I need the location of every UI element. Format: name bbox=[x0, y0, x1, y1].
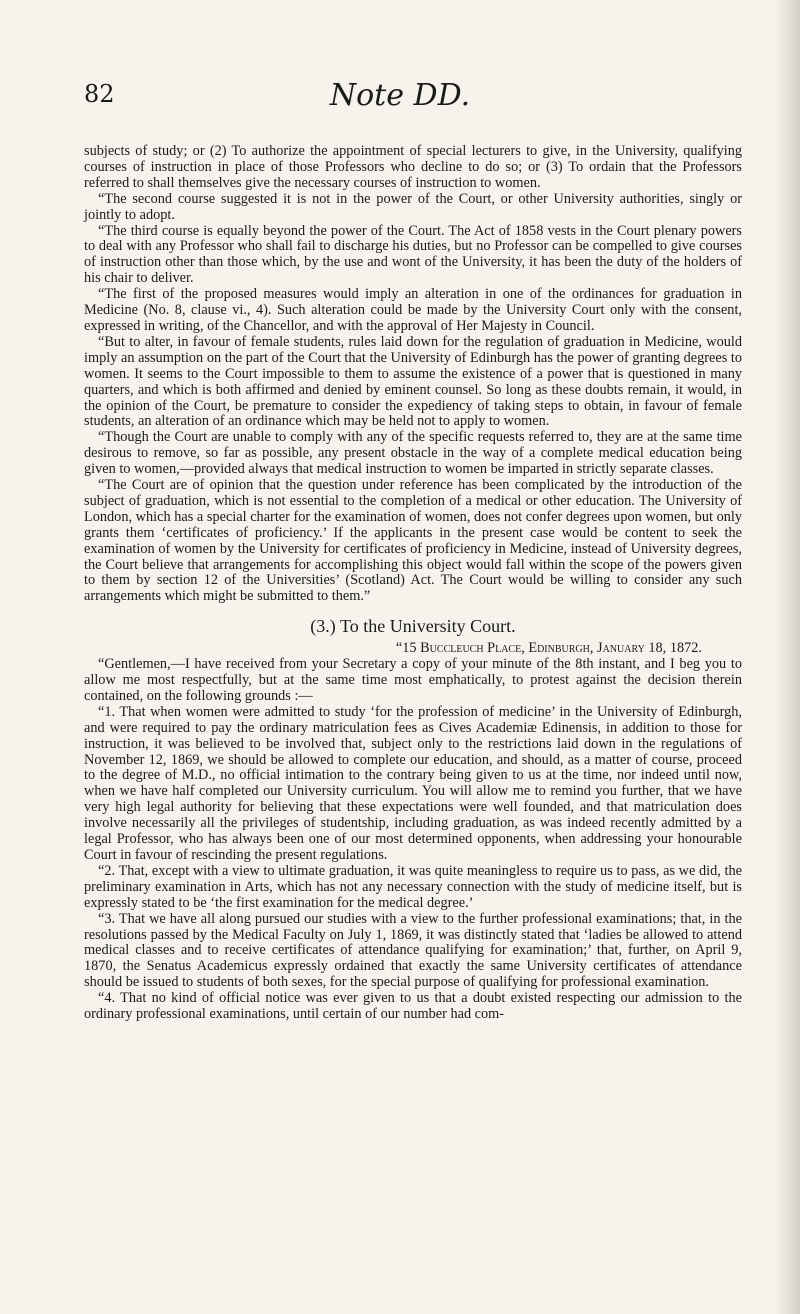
page-body bbox=[84, 144, 742, 1023]
paragraph: “The third course is equally beyond the power of the Court. The Act of 1858 vests in the Court plenary powers to deal with any Professor who shall fail to discharge his duties, but no Professor can be compelled to give courses of instruction other than those which, by the use and wont of the University, it has been the duty of the holders of his chair to deliver. bbox=[84, 222, 742, 287]
letter-paragraph: “Gentlemen,—I have received from your Secretary a copy of your minute of the 8th instant, and I beg you to allow me most respectfully, but at the same time most emphatically, to protest against the decision therein contained, on the following grounds :— bbox=[84, 656, 742, 704]
letter-paragraph: “3. That we have all along pursued our studies with a view to the further professional examinations; that, in the resolutions passed by the Medical Faculty on July 1, 1869, it was distinctly stated that ‘ladies be allowed to attend medical classes and to receive certificates of attendance qualifying for examination;’ that, further, on April 9, 1870, the Senatus Academicus expressly ordained that exactly the same University certificates of attendance should be issued to students of both sexes, for the special purpose of qualifying for professional examination. bbox=[84, 910, 742, 991]
page-number: 82 bbox=[84, 80, 115, 108]
section-heading: (3.) To the University Court. bbox=[310, 616, 516, 637]
letter-address: “15 Buccleuch Place, Edinburgh, January 18, 1872. bbox=[395, 640, 702, 657]
paragraph: “Though the Court are unable to comply with any of the specific requests referred to, they are at the same time desirous to remove, so far as possible, any present obstacle in the way of a complete medical education being given to women,—provided always that medical instruction to women be imparted in strictly separate classes. bbox=[84, 429, 742, 478]
paragraph: subjects of study; or (2) To authorize the appointment of special lecturers to give, in the University, qualifying courses of instruction in place of those Professors who decline to do so; or (3) To ordain that the Professors referred to shall themselves give the necessary courses of instruction to women. bbox=[84, 143, 742, 191]
paragraph: “The Court are of opinion that the question under reference has been complicated by the introduction of the subject of graduation, which is not essential to the completion of a medical or other education. The University of London, which has a special charter for the examination of women, does not confer degrees upon women, but only grants them ‘certificates of proficiency.’ If the applicants in the present case would be content to seek the examination of women by the University for certificates of proficiency in Medicine, instead of University degrees, the Court believe that arrangements for accomplishing this object would fall within the scope of the powers given to them by section 12 of the Universities’ (Scotland) Act. The Court would be willing to consider any such arrangements which might be submitted to them.” bbox=[84, 477, 742, 605]
page-edge-shadow bbox=[774, 0, 800, 1314]
paragraph: “But to alter, in favour of female students, rules laid down for the regulation of graduation in Medicine, would imply an assumption on the part of the Court that the University of Edinburgh has the power of granting degrees to women. It seems to the Court impossible to them to assume the existence of a power that is questioned in many quarters, and which is both affirmed and denied by eminent counsel. So long as these doubts remain, it would, in the opinion of the Court, be premature to consider the expediency of taking steps to obtain, in favour of female students, an alteration of an ordinance which may be held not to apply to women. bbox=[84, 333, 742, 430]
letter-paragraph: “1. That when women were admitted to study ‘for the profession of medicine’ in the University of Edinburgh, and were required to pay the ordinary matriculation fees as Cives Academiæ Edinensis, in addition to those for instruction, it was believed to be involved that, subject only to the restrictions laid down in the regulations of November 12, 1869, we should be allowed to complete our education, and should, as a matter of course, proceed to the degree of M.D., no official intimation to the contrary being given to us at the time, nor indeed until now, when we have half completed our University curriculum. You will allow me to remind you further, that we have very high legal authority for believing that these expectations were well founded, and that matriculation does involve necessarily all the privileges of studentship, including graduation, as was indeed recently admitted by a legal Professor, who has always been one of our most determined opponents, when addressing your honourable Court in favour of rescinding the present regulations. bbox=[84, 703, 742, 863]
letter-paragraph: “4. That no kind of official notice was ever given to us that a doubt existed respecting our admission to the ordinary professional examinations, until certain of our number had com- bbox=[84, 990, 742, 1023]
letter-paragraph: “2. That, except with a view to ultimate graduation, it was quite meaningless to require us to pass, as we did, the preliminary examination in Arts, which has not any necessary connection with the study of medicine itself, but is expressly stated to be ‘the first examination for the medical degree.’ bbox=[84, 862, 742, 911]
paragraph: “The first of the proposed measures would imply an alteration in one of the ordinances for graduation in Medicine (No. 8, clause vi., 4). Such alteration could be made by the University Court only with the consent, expressed in writing, of the Chancellor, and with the approval of Her Majesty in Council. bbox=[84, 286, 742, 334]
running-title: Note DD. bbox=[329, 78, 471, 113]
running-header bbox=[0, 80, 800, 120]
paragraph: “The second course suggested it is not in the power of the Court, or other University authorities, singly or jointly to adopt. bbox=[84, 190, 742, 223]
